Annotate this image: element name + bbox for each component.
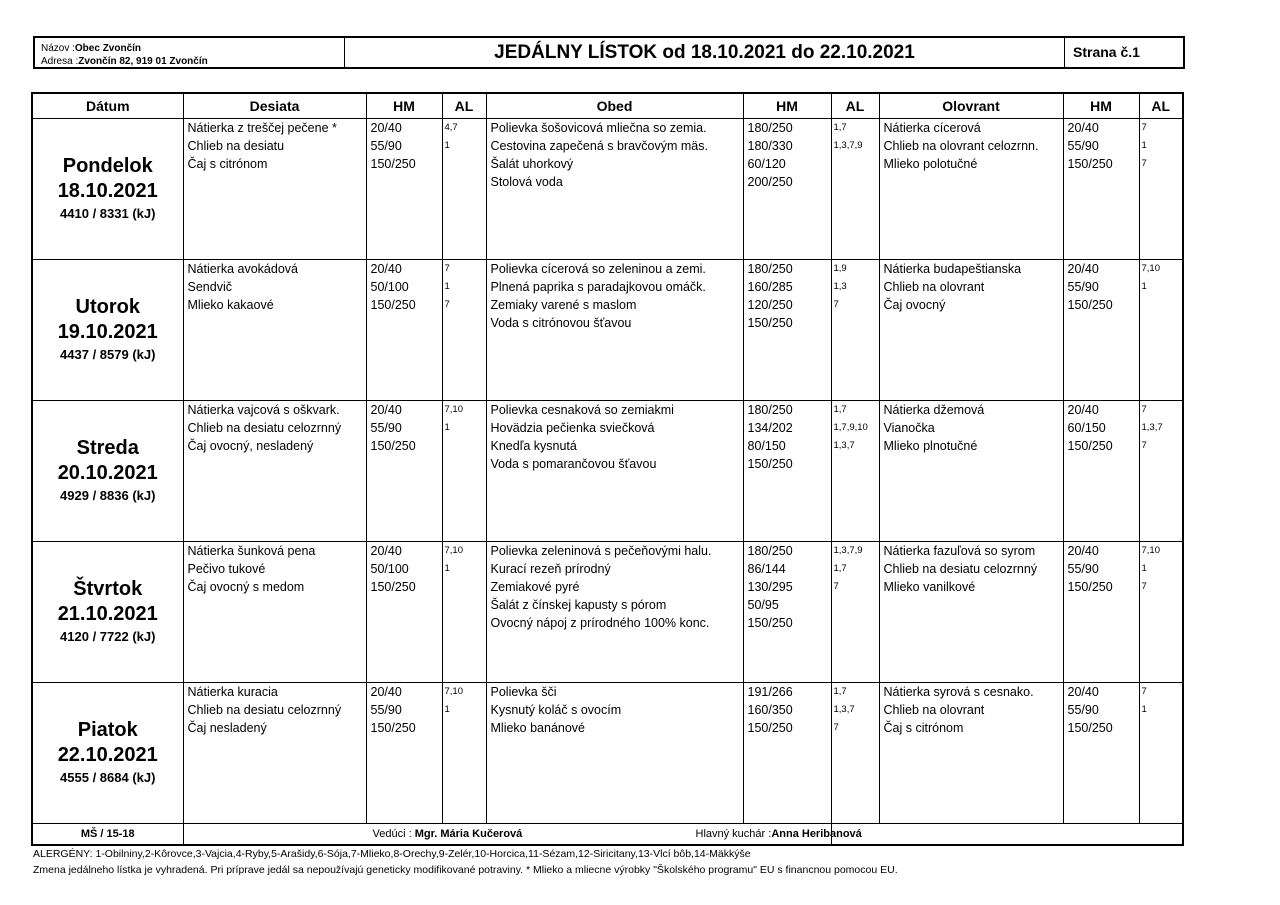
day-name: Pondelok <box>62 155 153 177</box>
obed-hm-item: 86/144 <box>747 562 786 576</box>
obed-hm-item: 180/250 <box>747 403 793 417</box>
desiata-hm-cell <box>366 401 442 542</box>
desiata-al-item: 1 <box>444 281 450 292</box>
day-name: Štvrtok <box>73 578 143 600</box>
olovrant-hm-item: 20/40 <box>1067 121 1099 135</box>
olovrant-hm-cell <box>1063 401 1139 542</box>
desiata-hm-cell <box>366 683 442 824</box>
olovrant-al-cell <box>1139 401 1183 542</box>
obed-hm-item: 120/250 <box>747 298 793 312</box>
desiata-cell <box>183 401 366 542</box>
column-hm-header: HM <box>743 93 831 119</box>
date-cell <box>32 119 183 260</box>
obed-al-item: 1,7 <box>833 404 847 415</box>
desiata-hm-item: 150/250 <box>370 298 416 312</box>
olovrant-al-item: 1 <box>1141 704 1147 715</box>
olovrant-al-item: 7 <box>1141 686 1147 697</box>
olovrant-item: Chlieb na olovrant <box>883 280 985 294</box>
desiata-hm-item: 150/250 <box>370 157 416 171</box>
day-energy: 4555 / 8684 (kJ) <box>60 770 156 785</box>
obed-al-item: 1,9 <box>833 263 847 274</box>
obed-item: Kurací rezeň prírodný <box>490 562 611 576</box>
day-name: Utorok <box>75 296 140 318</box>
obed-hm-cell <box>743 260 831 401</box>
olovrant-al-cell <box>1139 260 1183 401</box>
olovrant-hm-item: 20/40 <box>1067 403 1099 417</box>
olovrant-item: Nátierka cícerová <box>883 121 981 135</box>
obed-al-cell <box>831 401 879 542</box>
olovrant-al-item: 7 <box>1141 122 1147 133</box>
olovrant-item: Nátierka syrová s cesnako. <box>883 685 1034 699</box>
obed-item: Polievka cícerová so zeleninou a zemi. <box>490 262 706 276</box>
obed-hm-item: 134/202 <box>747 421 793 435</box>
nazov-line <box>41 42 344 55</box>
desiata-hm-cell <box>366 260 442 401</box>
obed-item: Voda s pomarančovou šťavou <box>490 457 657 471</box>
menu-table <box>31 92 1184 846</box>
olovrant-cell <box>879 260 1063 401</box>
olovrant-hm-item: 60/150 <box>1067 421 1106 435</box>
organization-info <box>35 38 345 67</box>
olovrant-al-item: 7,10 <box>1141 263 1160 274</box>
column-al-header: AL <box>831 93 879 119</box>
obed-hm-cell <box>743 119 831 260</box>
desiata-item: Čaj nesladený <box>187 721 267 735</box>
olovrant-al-item: 7 <box>1141 158 1147 169</box>
obed-hm-cell <box>743 401 831 542</box>
olovrant-item: Mlieko polotučné <box>883 157 978 171</box>
desiata-item: Nátierka vajcová s oškvark. <box>187 403 340 417</box>
column-al-header: AL <box>442 93 486 119</box>
obed-item: Polievka šošovicová mliečna so zemia. <box>490 121 707 135</box>
olovrant-al-item: 7 <box>1141 404 1147 415</box>
desiata-hm-item: 20/40 <box>370 403 402 417</box>
obed-hm-cell <box>743 542 831 683</box>
obed-item: Polievka cesnaková so zemiakmi <box>490 403 674 417</box>
day-name: Streda <box>76 437 139 459</box>
desiata-hm-item: 20/40 <box>370 685 402 699</box>
desiata-hm-item: 55/90 <box>370 421 402 435</box>
obed-item: Polievka zeleninová s pečeňovými halu. <box>490 544 712 558</box>
desiata-al-cell <box>442 401 486 542</box>
kuchar-cell <box>695 824 1183 846</box>
desiata-al-item: 7,10 <box>444 545 463 556</box>
desiata-hm-item: 55/90 <box>370 139 402 153</box>
obed-al-item: 1,3,7,9 <box>833 545 863 556</box>
obed-hm-item: 191/266 <box>747 685 793 699</box>
desiata-hm-cell <box>366 119 442 260</box>
desiata-item: Chlieb na desiatu celozrnný <box>187 421 342 435</box>
obed-item: Zemiaky varené s maslom <box>490 298 637 312</box>
desiata-al-item: 1 <box>444 422 450 433</box>
day-date: 22.10.2021 <box>57 744 158 766</box>
desiata-hm-item: 55/90 <box>370 703 402 717</box>
obed-cell <box>486 401 743 542</box>
obed-item: Šalát z čínskej kapusty s pórom <box>490 598 667 612</box>
olovrant-cell <box>879 119 1063 260</box>
olovrant-al-item: 1 <box>1141 281 1147 292</box>
date-cell <box>32 542 183 683</box>
desiata-al-item: 7,10 <box>444 404 463 415</box>
olovrant-item: Čaj s citrónom <box>883 721 964 735</box>
day-date: 21.10.2021 <box>57 603 158 625</box>
desiata-item: Chlieb na desiatu <box>187 139 285 153</box>
obed-hm-item: 60/120 <box>747 157 786 171</box>
desiata-al-item: 4,7 <box>444 122 458 133</box>
obed-cell <box>486 119 743 260</box>
olovrant-item: Chlieb na olovrant <box>883 703 985 717</box>
obed-item: Knedľa kysnutá <box>490 439 577 453</box>
desiata-al-cell <box>442 119 486 260</box>
table-row <box>32 401 1183 542</box>
olovrant-hm-item: 150/250 <box>1067 580 1113 594</box>
nazov-label: Názov : <box>41 43 75 54</box>
desiata-item: Sendvič <box>187 280 232 294</box>
olovrant-al-item: 7 <box>1141 581 1147 592</box>
table-row <box>32 260 1183 401</box>
obed-item: Stolová voda <box>490 175 563 189</box>
obed-hm-item: 150/250 <box>747 316 793 330</box>
nazov-value: Obec Zvončín <box>74 43 142 54</box>
obed-al-item: 7 <box>833 722 839 733</box>
olovrant-hm-item: 55/90 <box>1067 703 1099 717</box>
obed-item: Plnená paprika s paradajkovou omáčk. <box>490 280 706 294</box>
obed-hm-item: 180/250 <box>747 262 793 276</box>
olovrant-al-cell <box>1139 683 1183 824</box>
desiata-hm-item: 150/250 <box>370 580 416 594</box>
olovrant-item: Mlieko plnotučné <box>883 439 978 453</box>
date-cell <box>32 401 183 542</box>
desiata-item: Nátierka avokádová <box>187 262 298 276</box>
olovrant-cell <box>879 683 1063 824</box>
obed-al-cell <box>831 260 879 401</box>
desiata-al-item: 7 <box>444 263 450 274</box>
document-header <box>33 36 1185 69</box>
obed-al-item: 1,7 <box>833 563 847 574</box>
olovrant-hm-item: 55/90 <box>1067 139 1099 153</box>
disclaimer: Zmena jedálneho lístka je vyhradená. Pri príprave jedál sa nepoužívajú geneticky modifikované potraviny. * Mlieko a mliecne výrobky "Školského programu" EU s financnou pomocou EU. <box>33 864 898 876</box>
obed-item: Kysnutý koláč s ovocím <box>490 703 622 717</box>
olovrant-al-item: 1 <box>1141 140 1147 151</box>
obed-hm-item: 80/150 <box>747 439 786 453</box>
olovrant-item: Chlieb na desiatu celozrnný <box>883 562 1038 576</box>
desiata-item: Nátierka z treščej pečene * <box>187 121 337 135</box>
kuchar-label: Hlavný kuchár : <box>695 828 772 840</box>
day-name: Piatok <box>77 719 138 741</box>
obed-hm-item: 160/350 <box>747 703 793 717</box>
olovrant-hm-cell <box>1063 260 1139 401</box>
olovrant-hm-item: 150/250 <box>1067 439 1113 453</box>
veduci-label: Vedúci : <box>372 828 412 840</box>
desiata-hm-item: 150/250 <box>370 721 416 735</box>
olovrant-hm-item: 150/250 <box>1067 721 1113 735</box>
olovrant-hm-item: 20/40 <box>1067 685 1099 699</box>
obed-al-item: 1,3,7 <box>833 440 855 451</box>
obed-al-item: 1,7,9,10 <box>833 422 868 433</box>
obed-al-item: 1,3,7,9 <box>833 140 863 151</box>
obed-al-cell <box>831 542 879 683</box>
desiata-cell <box>183 542 366 683</box>
obed-al-item: 1,3,7 <box>833 704 855 715</box>
obed-hm-item: 150/250 <box>747 721 793 735</box>
desiata-item: Mlieko kakaové <box>187 298 274 312</box>
obed-item: Hovädzia pečienka sviečková <box>490 421 655 435</box>
desiata-item: Čaj s citrónom <box>187 157 268 171</box>
date-cell <box>32 683 183 824</box>
day-energy: 4120 / 7722 (kJ) <box>60 629 156 644</box>
obed-al-item: 1,7 <box>833 122 847 133</box>
olovrant-item: Čaj ovocný <box>883 298 946 312</box>
obed-hm-item: 180/250 <box>747 121 793 135</box>
column-obed-header: Obed <box>486 93 743 119</box>
desiata-cell <box>183 683 366 824</box>
form-code: MŠ / 15-18 <box>32 824 183 846</box>
desiata-item: Čaj ovocný, nesladený <box>187 439 314 453</box>
obed-cell <box>486 542 743 683</box>
kuchar-signature <box>696 828 1183 840</box>
olovrant-al-cell <box>1139 119 1183 260</box>
table-row <box>32 119 1183 260</box>
olovrant-hm-item: 55/90 <box>1067 562 1099 576</box>
obed-al-item: 1,3 <box>833 281 847 292</box>
obed-hm-item: 180/250 <box>747 544 793 558</box>
column-hm-header: HM <box>1063 93 1139 119</box>
olovrant-al-item: 1,3,7 <box>1141 422 1163 433</box>
adresa-value: Zvončín 82, 919 01 Zvončín <box>78 56 208 67</box>
olovrant-item: Chlieb na olovrant celozrnn. <box>883 139 1039 153</box>
page-number: Strana č.1 <box>1073 44 1140 60</box>
obed-hm-item: 130/295 <box>747 580 793 594</box>
desiata-item: Nátierka kuracia <box>187 685 278 699</box>
olovrant-al-item: 1 <box>1141 563 1147 574</box>
desiata-cell <box>183 119 366 260</box>
olovrant-hm-cell <box>1063 542 1139 683</box>
olovrant-al-item: 7 <box>1141 440 1147 451</box>
olovrant-hm-item: 20/40 <box>1067 262 1099 276</box>
desiata-item: Nátierka šunková pena <box>187 544 316 558</box>
desiata-al-item: 7 <box>444 299 450 310</box>
olovrant-item: Nátierka budapeštianska <box>883 262 1022 276</box>
obed-hm-item: 50/95 <box>747 598 779 612</box>
day-date: 20.10.2021 <box>57 462 158 484</box>
column-datum-header: Dátum <box>32 93 183 119</box>
adresa-label: Adresa : <box>41 56 79 67</box>
column-hm-header: HM <box>366 93 442 119</box>
desiata-hm-item: 20/40 <box>370 544 402 558</box>
desiata-al-cell <box>442 542 486 683</box>
olovrant-cell <box>879 542 1063 683</box>
desiata-al-item: 7,10 <box>444 686 463 697</box>
desiata-hm-item: 50/100 <box>370 280 409 294</box>
obed-hm-item: 180/330 <box>747 139 793 153</box>
desiata-hm-item: 20/40 <box>370 262 402 276</box>
desiata-al-cell <box>442 683 486 824</box>
day-energy: 4929 / 8836 (kJ) <box>60 488 156 503</box>
signature-row <box>32 824 1183 846</box>
kuchar-name: Anna Heribanová <box>771 828 862 840</box>
olovrant-item: Nátierka džemová <box>883 403 985 417</box>
desiata-hm-item: 150/250 <box>370 439 416 453</box>
obed-hm-item: 150/250 <box>747 616 793 630</box>
column-desiata-header: Desiata <box>183 93 366 119</box>
desiata-al-item: 1 <box>444 704 450 715</box>
date-cell <box>32 260 183 401</box>
olovrant-cell <box>879 401 1063 542</box>
desiata-hm-item: 50/100 <box>370 562 409 576</box>
desiata-al-item: 1 <box>444 140 450 151</box>
obed-al-item: 1,7 <box>833 686 847 697</box>
table-row <box>32 683 1183 824</box>
obed-hm-cell <box>743 683 831 824</box>
obed-al-item: 7 <box>833 299 839 310</box>
obed-item: Zemiakové pyré <box>490 580 580 594</box>
obed-hm-item: 150/250 <box>747 457 793 471</box>
desiata-hm-item: 20/40 <box>370 121 402 135</box>
olovrant-item: Nátierka fazuľová so syrom <box>883 544 1036 558</box>
desiata-al-cell <box>442 260 486 401</box>
olovrant-hm-item: 20/40 <box>1067 544 1099 558</box>
table-header-row <box>32 93 1183 119</box>
table-row <box>32 542 1183 683</box>
olovrant-item: Vianočka <box>883 421 935 435</box>
desiata-item: Chlieb na desiatu celozrnný <box>187 703 342 717</box>
page-title: JEDÁLNY LÍSTOK od 18.10.2021 do 22.10.2021 <box>345 38 1065 67</box>
desiata-al-item: 1 <box>444 563 450 574</box>
desiata-item: Čaj ovocný s medom <box>187 580 305 594</box>
olovrant-al-item: 7,10 <box>1141 545 1160 556</box>
column-olovrant-header: Olovrant <box>879 93 1063 119</box>
desiata-cell <box>183 260 366 401</box>
olovrant-hm-item: 55/90 <box>1067 280 1099 294</box>
column-al-header: AL <box>1139 93 1183 119</box>
adresa-line <box>41 55 344 68</box>
olovrant-hm-cell <box>1063 119 1139 260</box>
desiata-hm-cell <box>366 542 442 683</box>
olovrant-al-cell <box>1139 542 1183 683</box>
obed-item: Mlieko banánové <box>490 721 586 735</box>
olovrant-item: Mlieko vanilkové <box>883 580 976 594</box>
obed-cell <box>486 260 743 401</box>
olovrant-hm-cell <box>1063 683 1139 824</box>
obed-al-cell <box>831 119 879 260</box>
desiata-item: Pečivo tukové <box>187 562 266 576</box>
obed-item: Šalát uhorkový <box>490 157 574 171</box>
day-energy: 4410 / 8331 (kJ) <box>60 206 156 221</box>
day-date: 18.10.2021 <box>57 180 158 202</box>
obed-al-cell <box>831 683 879 824</box>
obed-item: Ovocný nápoj z prírodného 100% konc. <box>490 616 710 630</box>
day-energy: 4437 / 8579 (kJ) <box>60 347 156 362</box>
obed-item: Polievka šči <box>490 685 557 699</box>
olovrant-hm-item: 150/250 <box>1067 298 1113 312</box>
obed-al-item: 7 <box>833 581 839 592</box>
olovrant-hm-item: 150/250 <box>1067 157 1113 171</box>
obed-hm-item: 200/250 <box>747 175 793 189</box>
day-date: 19.10.2021 <box>57 321 158 343</box>
obed-item: Cestovina zapečená s bravčovým mäs. <box>490 139 708 153</box>
obed-hm-item: 160/285 <box>747 280 793 294</box>
obed-cell <box>486 683 743 824</box>
veduci-name: Mgr. Mária Kučerová <box>414 828 523 840</box>
allergen-legend: ALERGÉNY: 1-Obilniny,2-Kôrovce,3-Vajcia,4-Ryby,5-Arašidy,6-Sója,7-Mlieko,8-Orechy,9-Zelér,10-Horcica,11-Sézam,12-Siricitany,13-Vlcí bôb,14-Mäkkýše <box>33 848 751 860</box>
notes <box>33 846 898 878</box>
obed-item: Voda s citrónovou šťavou <box>490 316 632 330</box>
